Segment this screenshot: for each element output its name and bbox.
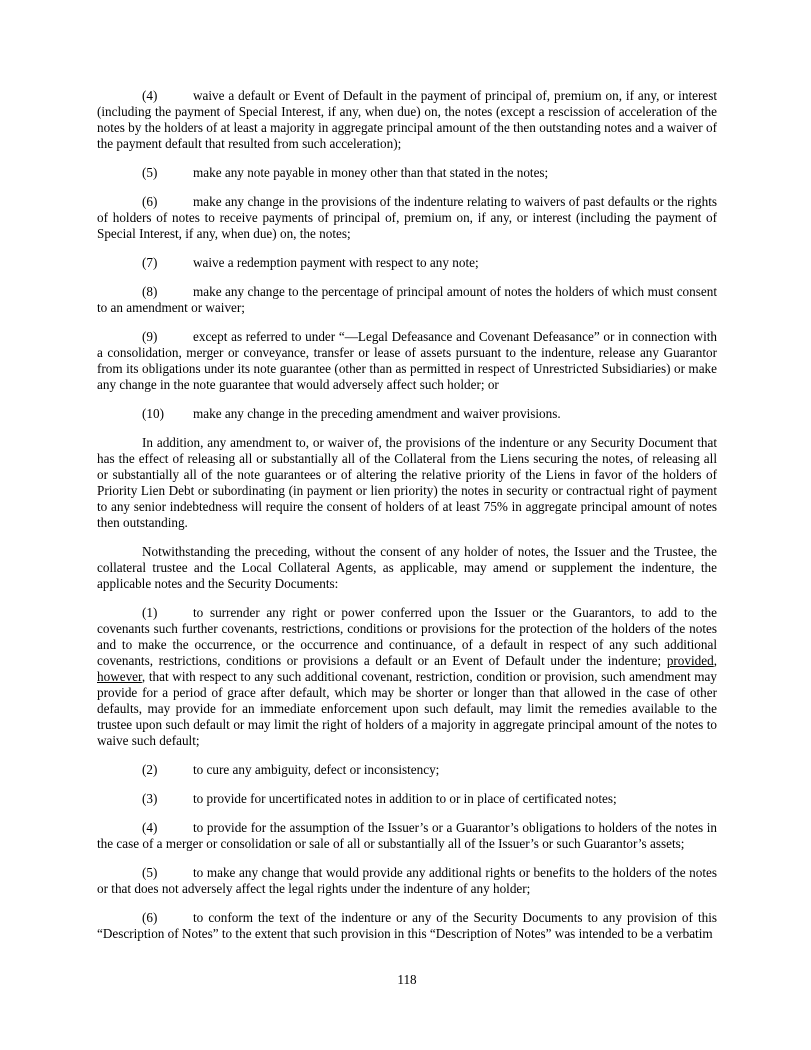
list-item-4 — [97, 88, 717, 152]
body-paragraph-in-addition — [97, 435, 717, 531]
list-item-4b — [97, 820, 717, 852]
item-number: (6) — [142, 194, 158, 209]
list-item-2 — [97, 762, 717, 778]
page-number: 118 — [397, 972, 417, 987]
item-text: except as referred to under “—Legal Defeasance and Covenant Defeasance” or in connection with a consolidation, merger or conveyance, transfer or lease of assets pursuant to the indenture, release any Guarantor from its obligations under its note guarantee (other than as permitted in respect of Unrestricted Subsidiaries) or make any change in the note guarantee that would adversely affect such holder; or — [97, 329, 717, 392]
item-text: make any note payable in money other than that stated in the notes; — [193, 165, 549, 180]
item-number: (5) — [142, 865, 158, 880]
paragraph-text: In addition, any amendment to, or waiver of, the provisions of the indenture or any Security Document that has the effect of releasing all or substantially all of the Collateral from the Liens securing the notes, of releasing all or substantially all of the note guarantees or of altering the relative priority of the Liens in favor of the holders of Priority Lien Debt or subordinating (in payment or lien priority) the notes in security or contractual right of payment to any senior indebtedness will require the consent of holders of at least 75% in aggregate principal amount of notes then outstanding. — [97, 435, 717, 530]
list-item-8 — [97, 284, 717, 316]
item-number: (8) — [142, 284, 158, 299]
item-number: (4) — [142, 88, 158, 103]
item-number: (2) — [142, 762, 158, 777]
item-text: waive a default or Event of Default in the payment of principal of, premium on, if any, or interest (including the payment of Special Interest, if any, when due) on, the notes (except a rescission of acceleration of the notes by the holders of at least a majority in aggregate principal amount of the then outstanding notes and a waiver of the payment default that resulted from such acceleration); — [97, 88, 717, 151]
list-item-6 — [97, 194, 717, 242]
item-text: make any change in the provisions of the indenture relating to waivers of past defaults or the rights of holders of notes to receive payments of principal of, premium on, if any, or interest (including the payment of Special Interest, if any, when due) on, the notes; — [97, 194, 717, 241]
item-text: make any change in the preceding amendment and waiver provisions. — [193, 406, 561, 421]
item-number: (1) — [142, 605, 158, 620]
item-text: to make any change that would provide any additional rights or benefits to the holders of the notes or that does not adversely affect the legal rights under the indenture of any holder; — [97, 865, 717, 896]
body-paragraph-notwithstanding — [97, 544, 717, 592]
item-text: to conform the text of the indenture or any of the Security Documents to any provision of this “Description of Notes” to the extent that such provision in this “Description of Notes” was intended to be a verbatim — [97, 910, 717, 941]
item-number: (4) — [142, 820, 158, 835]
item-text: , — [713, 653, 717, 668]
item-text: to surrender any right or power conferred upon the Issuer or the Guarantors, to add to the covenants such further covenants, restrictions, conditions or provisions for the protection of the holders of the notes and to make the occurrence, or the occurrence and continuance, of a default in respect of any such additional covenants, restrictions, conditions or provisions a default or an Event of Default under the indenture; — [97, 605, 717, 668]
item-text: make any change to the percentage of principal amount of notes the holders of which must consent to an amendment or waiver; — [97, 284, 717, 315]
item-text: to cure any ambiguity, defect or inconsistency; — [193, 762, 440, 777]
item-number: (3) — [142, 791, 158, 806]
item-text: , that with respect to any such additional covenant, restriction, condition or provision, such amendment may provide for a period of grace after default, which may be shorter or longer than that allowed in the case of other defaults, may provide for an immediate enforcement upon such default, may limit the remedies available to the trustee upon such default or may limit the right of holders of a majority in aggregate principal amount of the notes to waive such default; — [97, 669, 717, 748]
list-item-10 — [97, 406, 717, 422]
list-item-5b — [97, 865, 717, 897]
list-item-7 — [97, 255, 717, 271]
list-item-9 — [97, 329, 717, 393]
item-text: to provide for the assumption of the Issuer’s or a Guarantor’s obligations to holders of the notes in the case of a merger or consolidation or sale of all or substantially all of the Issuer’s or such Guarantor’s assets; — [97, 820, 717, 851]
item-text: waive a redemption payment with respect to any note; — [193, 255, 479, 270]
list-item-3 — [97, 791, 717, 807]
document-body — [97, 88, 717, 1001]
list-item-6b — [97, 910, 717, 942]
list-item-5 — [97, 165, 717, 181]
list-item-1 — [97, 605, 717, 749]
item-number: (10) — [142, 406, 164, 421]
item-number: (5) — [142, 165, 158, 180]
underlined-however: however — [97, 669, 142, 684]
item-number: (7) — [142, 255, 158, 270]
item-text: to provide for uncertificated notes in addition to or in place of certificated notes; — [193, 791, 617, 806]
underlined-provided: provided — [666, 653, 714, 668]
paragraph-text: Notwithstanding the preceding, without the consent of any holder of notes, the Issuer and the Trustee, the collateral trustee and the Local Collateral Agents, as applicable, may amend or supplement the indenture, the applicable notes and the Security Documents: — [97, 544, 717, 591]
item-number: (9) — [142, 329, 158, 344]
item-number: (6) — [142, 910, 158, 925]
